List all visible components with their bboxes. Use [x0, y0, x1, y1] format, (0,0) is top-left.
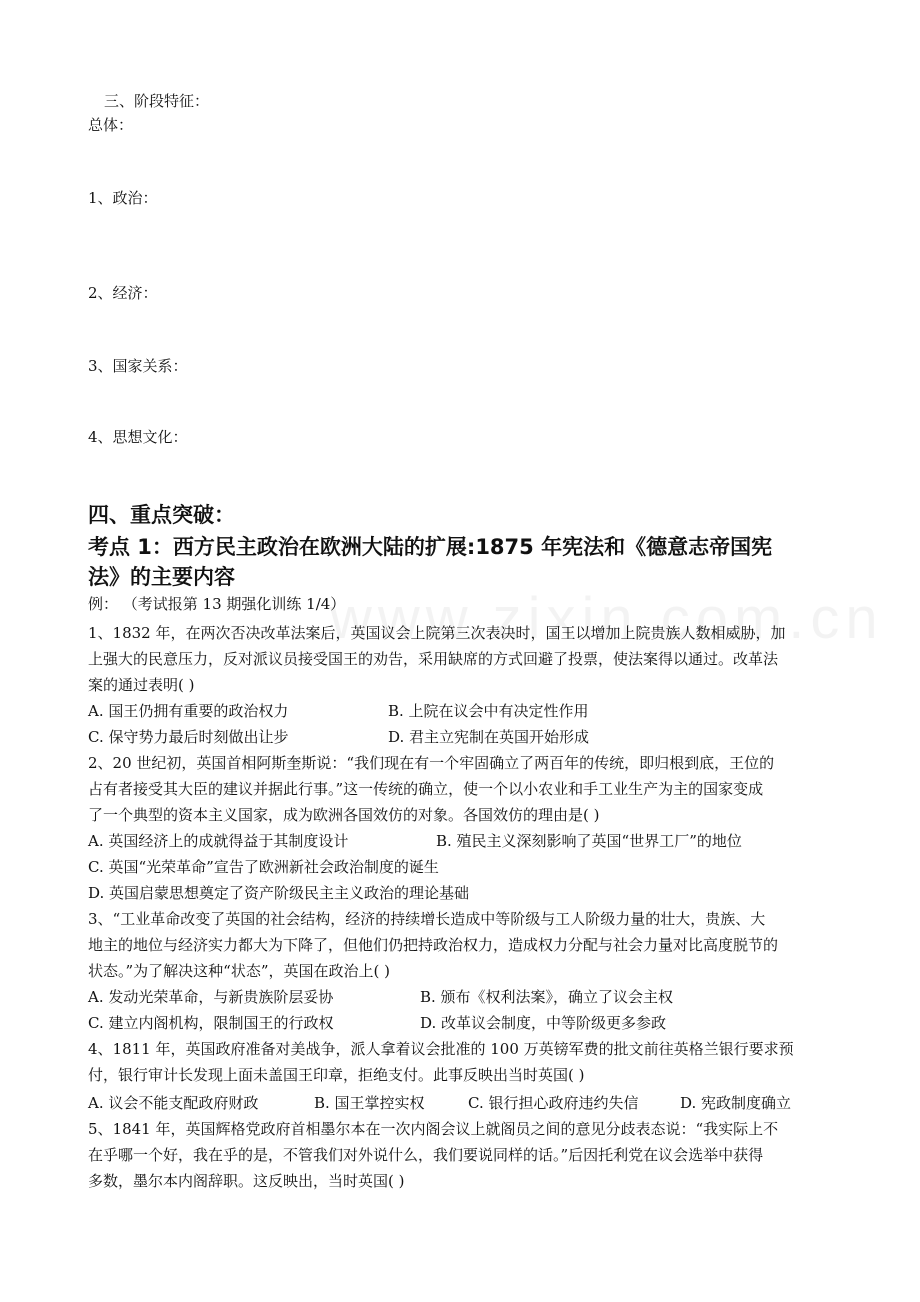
question-2-option-d: D. 英国启蒙思想奠定了资产阶级民主主义政治的理论基础 — [88, 884, 470, 902]
question-4-stem-line: 4、1811 年，英国政府准备对美战争，派人拿着议会批准的 100 万英镑军费的批文前往英格兰银行要求预 — [88, 1040, 794, 1058]
question-5-stem-line: 5、1841 年，英国辉格党政府首相墨尔本在一次内阁会议上就阁员之间的意见分歧表态说：“我实际上不 — [88, 1120, 779, 1138]
question-1-stem-line: 上强大的民意压力，反对派议员接受国王的劝告，采用缺席的方式回避了投票，使法案得以通过。改革法 — [88, 650, 779, 668]
question-4-option-c: C. 银行担心政府违约失信 — [468, 1094, 639, 1112]
question-5-stem-line: 在乎哪一个好，我在乎的是，不管我们对外说什么，我们要说同样的话。”后因托利党在议会选举中获得 — [88, 1146, 764, 1164]
question-4-option-b: B. 国王掌控实权 — [314, 1094, 425, 1112]
question-3-option-c: C. 建立内阁机构，限制国王的行政权 — [88, 1014, 334, 1032]
stage-heading: 三、阶段特征： — [104, 92, 210, 110]
question-3-option-d: D. 改革议会制度，中等阶级更多参政 — [420, 1014, 667, 1032]
question-2-option-c: C. 英国“光荣革命”宣告了欧洲新社会政治制度的诞生 — [88, 858, 439, 876]
question-3-stem-line: 状态。”为了解决这种“状态”，英国在政治上( ) — [88, 962, 390, 980]
example-source: 例： （考试报第 13 期强化训练 1/4） — [88, 595, 346, 613]
question-1-option-b: B. 上院在议会中有决定性作用 — [388, 702, 589, 720]
overall-label: 总体： — [88, 116, 134, 134]
key-point-title-line2: 法》的主要内容 — [88, 565, 235, 589]
question-2-option-b: B. 殖民主义深刻影响了英国“世界工厂”的地位 — [436, 832, 742, 850]
key-point-title-line1: 考点 1：西方民主政治在欧洲大陆的扩展:1875 年宪法和《德意志帝国宪 — [88, 535, 773, 559]
question-3-stem-line: 3、“工业革命改变了英国的社会结构，经济的持续增长造成中等阶级与工人阶级力量的壮大，贵族、大 — [88, 910, 766, 928]
question-1-stem-line: 1、1832 年，在两次否决改革法案后，英国议会上院第三次表决时，国王以增加上院贵族人数相威胁，加 — [88, 624, 786, 642]
question-2-stem-line: 了一个典型的资本主义国家，成为欧洲各国效仿的对象。各国效仿的理由是( ) — [88, 806, 600, 824]
question-2-option-a: A. 英国经济上的成就得益于其制度设计 — [88, 832, 349, 850]
question-1-option-a: A. 国王仍拥有重要的政治权力 — [88, 702, 289, 720]
question-2-stem-line: 2、20 世纪初，英国首相阿斯奎斯说：“我们现在有一个牢固确立了两百年的传统，即归根到底，王位的 — [88, 754, 775, 772]
question-3-stem-line: 地主的地位与经济实力都大为下降了，但他们仍把持政治权力，造成权力分配与社会力量对比高度脱节的 — [88, 936, 779, 954]
question-3-option-b: B. 颁布《权利法案》，确立了议会主权 — [420, 988, 674, 1006]
key-section-heading: 四、重点突破： — [88, 503, 235, 527]
question-4-option-a: A. 议会不能支配政府财政 — [88, 1094, 259, 1112]
question-1-option-c: C. 保守势力最后时刻做出让步 — [88, 728, 289, 746]
question-1-option-d: D. 君主立宪制在英国开始形成 — [388, 728, 590, 746]
question-4-stem-line: 付，银行审计长发现上面未盖国王印章，拒绝支付。此事反映出当时英国( ) — [88, 1066, 585, 1084]
relations-label: 3、国家关系： — [88, 357, 188, 375]
question-4-option-d: D. 宪政制度确立 — [680, 1094, 792, 1112]
question-1-stem-line: 案的通过表明( ) — [88, 676, 195, 694]
economy-label: 2、经济： — [88, 284, 158, 302]
question-2-stem-line: 占有者接受其大臣的建议并据此行事。”这一传统的确立，使一个以小农业和手工业生产为主的国家变成 — [88, 780, 764, 798]
question-5-stem-line: 多数，墨尔本内阁辞职。这反映出，当时英国( ) — [88, 1172, 405, 1190]
culture-label: 4、思想文化： — [88, 428, 188, 446]
question-3-option-a: A. 发动光荣革命，与新贵族阶层妥协 — [88, 988, 334, 1006]
politics-label: 1、政治： — [88, 189, 158, 207]
